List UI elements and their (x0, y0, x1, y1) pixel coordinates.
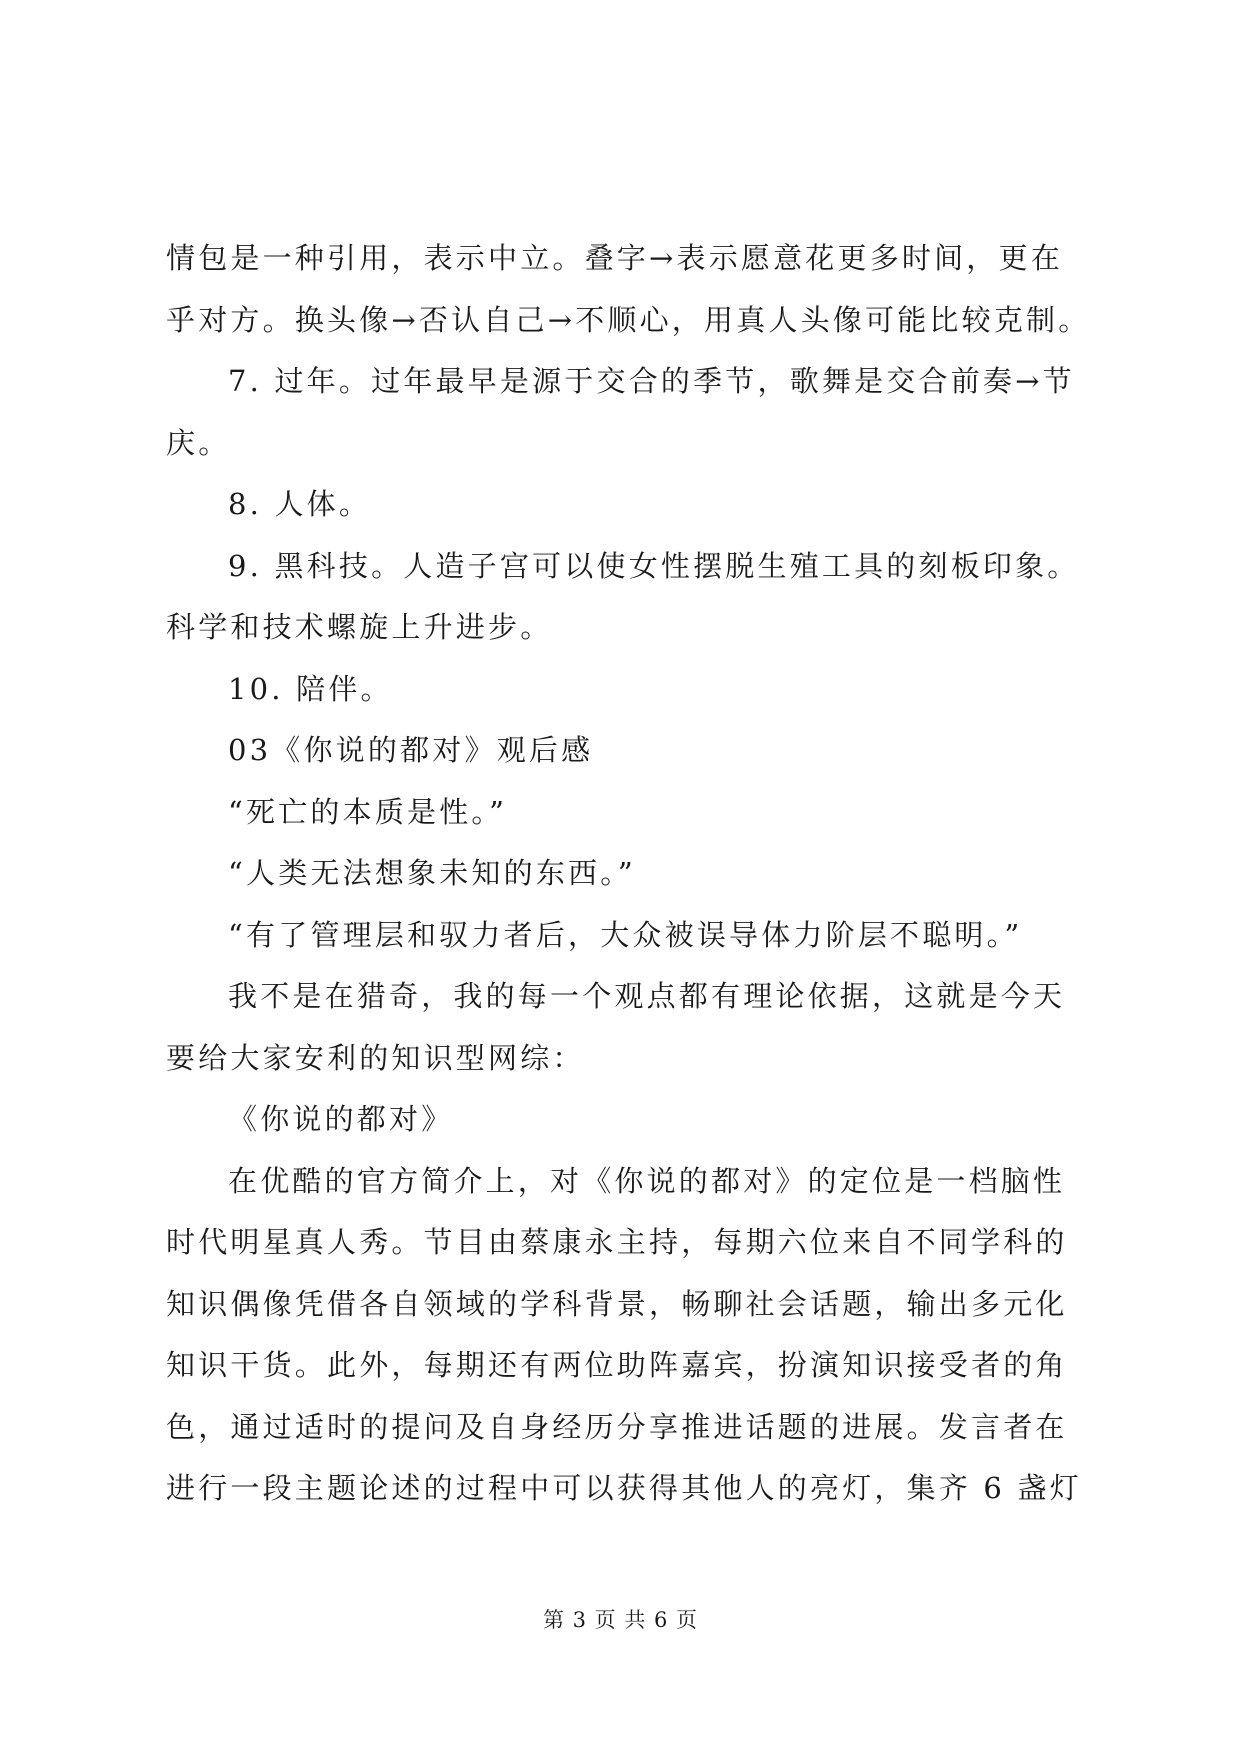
text-line: 《你说的都对》 (228, 1102, 454, 1136)
text-line: 进行一段主题论述的过程中可以获得其他人的亮灯，集齐 6 盏灯 (166, 1471, 1082, 1505)
text-line: 知识偶像凭借各自领域的学科背景，畅聊社会话题，输出多元化 (166, 1286, 1068, 1321)
text-line: 03《你说的都对》观后感 (228, 733, 594, 767)
text-line: “人类无法想象未知的东西。” (228, 856, 636, 890)
text-line: 我不是在猎奇，我的每一个观点都有理论依据，这就是今天 (228, 979, 1066, 1013)
text-line: 要给大家安利的知识型网综： (166, 1040, 585, 1075)
text-line: “死亡的本质是性。” (228, 794, 508, 829)
text-line: 7. 过年。过年最早是源于交合的季节，歌舞是交合前奏→节 (228, 364, 1075, 398)
text-line: “有了管理层和驭力者后，大众被误导体力阶层不聪明。” (228, 917, 1023, 952)
text-line: 8. 人体。 (228, 487, 372, 521)
text-line: 情包是一种引用，表示中立。叠字→表示愿意花更多时间，更在 (166, 241, 1063, 275)
body-text (166, 228, 1091, 1520)
text-line: 科学和技术螺旋上升进步。 (166, 610, 553, 644)
text-line: 在优酷的官方简介上，对《你说的都对》的定位是一档脑性 (228, 1163, 1066, 1198)
text-line: 9. 黑科技。人造子宫可以使女性摆脱生殖工具的刻板印象。 (228, 548, 1080, 583)
text-line: 色，通过适时的提问及自身经历分享推进话题的进展。发言者在 (166, 1409, 1068, 1444)
page-footer: 第 3 页 共 6 页 (542, 1608, 699, 1632)
text-line: 庆。 (166, 425, 231, 460)
text-line: 时代明星真人秀。节目由蔡康永主持，每期六位来自不同学科的 (166, 1225, 1068, 1259)
text-line: 10. 陪伴。 (228, 671, 393, 706)
text-line: 知识干货。此外，每期还有两位助阵嘉宾，扮演知识接受者的角 (166, 1348, 1068, 1382)
text-line: 乎对方。换头像→否认自己→不顺心，用真人头像可能比较克制。 (166, 302, 1091, 337)
